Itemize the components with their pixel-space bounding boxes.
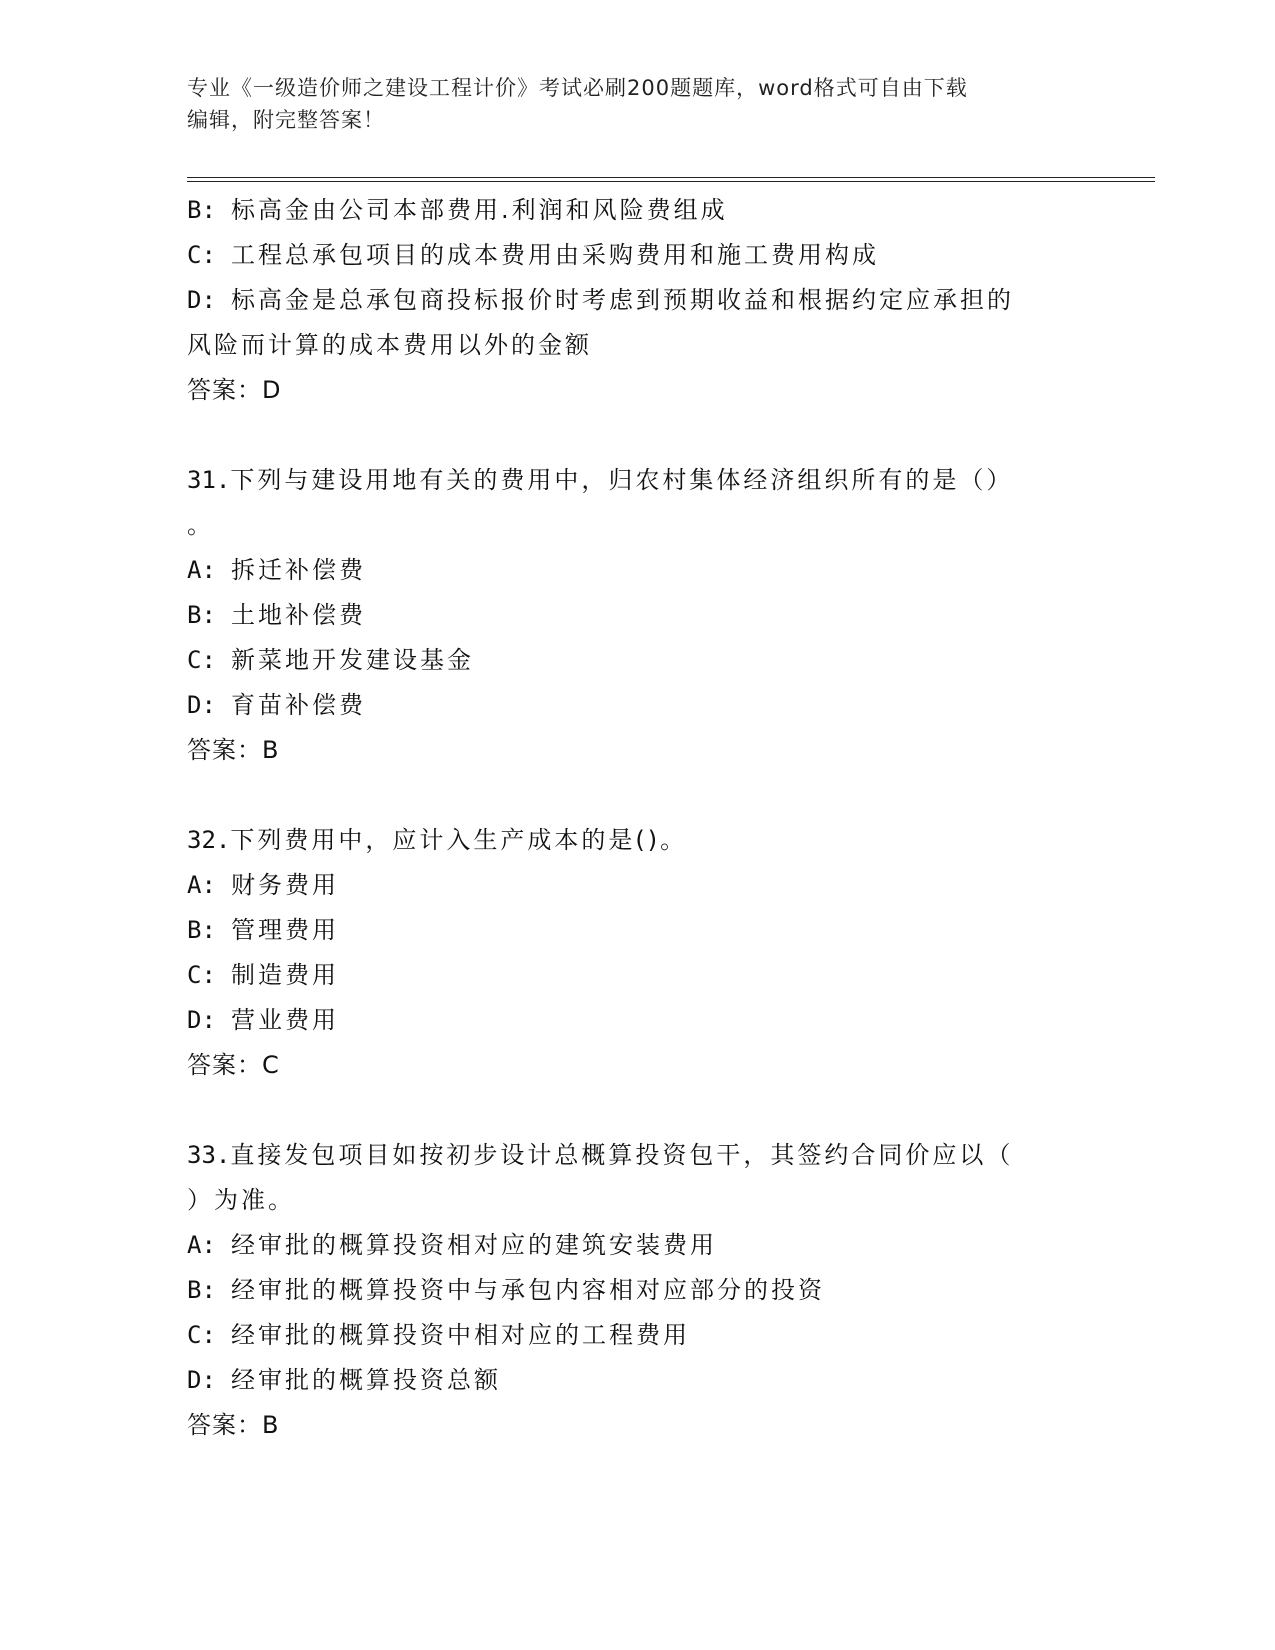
option-key: D: — [187, 286, 216, 314]
option-key: C: — [187, 961, 216, 989]
question-33 — [187, 1133, 1087, 1448]
question-stem — [187, 1133, 1087, 1178]
option-text: 拆迁补偿费 — [231, 556, 366, 584]
option-b — [187, 1268, 1087, 1313]
spacer — [187, 773, 1087, 818]
question-32 — [187, 818, 1087, 1088]
option-text: 标高金由公司本部费用.利润和风险费组成 — [231, 196, 728, 224]
question-stem-continued: 。 — [187, 511, 214, 539]
question-number: 32. — [187, 826, 231, 854]
answer-label: 答案： — [187, 1411, 262, 1439]
answer-label: 答案： — [187, 736, 262, 764]
spacer — [187, 1088, 1087, 1133]
question-stem-text: 下列与建设用地有关的费用中，归农村集体经济组织所有的是（） — [230, 466, 1014, 494]
option-d — [187, 683, 1087, 728]
option-a — [187, 1223, 1087, 1268]
option-text: 育苗补偿费 — [231, 691, 366, 719]
answer-value: B — [262, 736, 280, 764]
option-text: 管理费用 — [231, 916, 339, 944]
option-c — [187, 233, 1087, 278]
option-d — [187, 1358, 1087, 1403]
option-key: C: — [187, 241, 216, 269]
option-c — [187, 638, 1087, 683]
option-key: D: — [187, 1006, 216, 1034]
option-key: A: — [187, 871, 216, 899]
option-text: 经审批的概算投资相对应的建筑安装费用 — [231, 1231, 717, 1259]
header-divider-double — [187, 181, 1155, 182]
question-stem — [187, 458, 1087, 503]
answer-label: 答案： — [187, 376, 262, 404]
answer-line — [187, 1043, 1087, 1088]
option-key: B: — [187, 916, 216, 944]
question-stem-text: 下列费用中，应计入生产成本的是()。 — [230, 826, 688, 854]
option-text: 制造费用 — [231, 961, 339, 989]
document-header — [187, 72, 1087, 136]
prev-question-block — [187, 188, 1087, 413]
header-divider — [187, 177, 1155, 178]
option-text: 工程总承包项目的成本费用由采购费用和施工费用构成 — [231, 241, 879, 269]
option-key: B: — [187, 196, 216, 224]
option-key: B: — [187, 601, 216, 629]
option-text: 经审批的概算投资总额 — [231, 1366, 501, 1394]
question-stem — [187, 818, 1087, 863]
spacer — [187, 413, 1087, 458]
question-31 — [187, 458, 1087, 773]
option-b — [187, 908, 1087, 953]
option-key: A: — [187, 556, 216, 584]
option-key: C: — [187, 1321, 216, 1349]
header-line-1: 专业《一级造价师之建设工程计价》考试必刷200题题库，word格式可自由下载 — [187, 76, 968, 100]
question-number: 31. — [187, 466, 231, 494]
option-key: C: — [187, 646, 216, 674]
question-list — [187, 188, 1087, 1448]
option-text: 新菜地开发建设基金 — [231, 646, 474, 674]
option-text: 经审批的概算投资中与承包内容相对应部分的投资 — [231, 1276, 825, 1304]
option-key: D: — [187, 691, 216, 719]
option-d — [187, 998, 1087, 1043]
option-d — [187, 278, 1087, 323]
option-text: 土地补偿费 — [231, 601, 366, 629]
option-b — [187, 188, 1087, 233]
option-text: 营业费用 — [231, 1006, 339, 1034]
option-b — [187, 593, 1087, 638]
option-key: D: — [187, 1366, 216, 1394]
option-key: A: — [187, 1231, 216, 1259]
question-stem-text: 直接发包项目如按初步设计总概算投资包干，其签约合同价应以（ — [230, 1141, 1014, 1169]
answer-label: 答案： — [187, 1051, 262, 1079]
option-text: 经审批的概算投资中相对应的工程费用 — [231, 1321, 690, 1349]
question-stem-continued: ）为准。 — [187, 1186, 295, 1214]
answer-line — [187, 368, 1087, 413]
option-a — [187, 863, 1087, 908]
answer-value: C — [262, 1051, 280, 1079]
option-text: 标高金是总承包商投标报价时考虑到预期收益和根据约定应承担的 — [231, 286, 1014, 314]
option-d-continued: 风险而计算的成本费用以外的金额 — [187, 331, 592, 359]
answer-value: D — [262, 376, 282, 404]
option-a — [187, 548, 1087, 593]
header-line-2: 编辑，附完整答案！ — [187, 108, 385, 132]
option-c — [187, 953, 1087, 998]
answer-line — [187, 1403, 1087, 1448]
answer-value: B — [262, 1411, 280, 1439]
option-c — [187, 1313, 1087, 1358]
answer-line — [187, 728, 1087, 773]
option-key: B: — [187, 1276, 216, 1304]
question-number: 33. — [187, 1141, 231, 1169]
option-text: 财务费用 — [231, 871, 339, 899]
